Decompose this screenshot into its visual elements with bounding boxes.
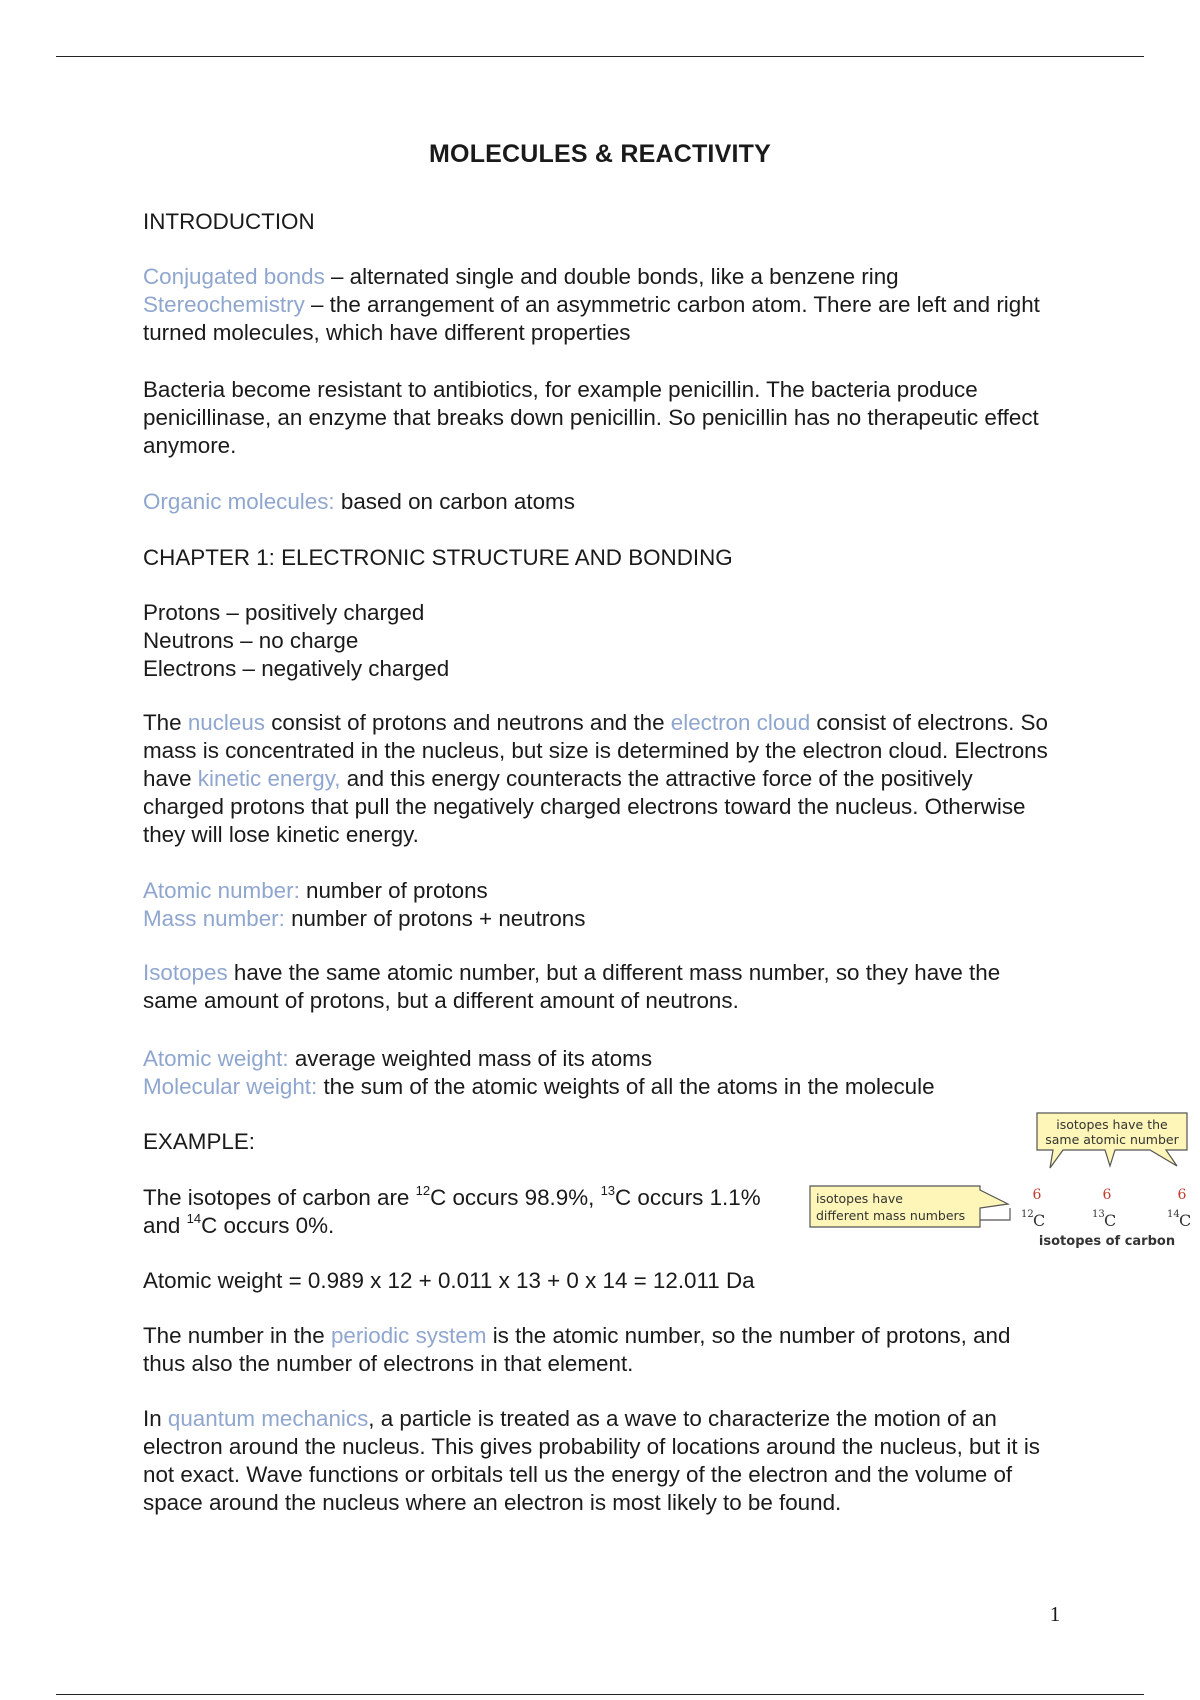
atomic-number-14c: 6 <box>1177 1187 1187 1203</box>
atomic-number-13c: 6 <box>1102 1187 1112 1203</box>
protons-line: Protons – positively charged <box>143 600 425 625</box>
conjugated-bonds-definition: Conjugated bonds – alternated single and double bonds, like a benzene ring <box>143 264 899 289</box>
symbol-13c: C <box>1104 1211 1117 1230</box>
bottom-rule <box>56 1694 1144 1695</box>
same-atomic-number-text-2: same atomic number <box>1045 1132 1179 1147</box>
electrons-line: Electrons – negatively charged <box>143 656 450 681</box>
atomic-weight-calculation: Atomic weight = 0.989 x 12 + 0.011 x 13 + 0 x 14 = 12.011 Da <box>143 1268 755 1293</box>
chapter-1-heading: CHAPTER 1: ELECTRONIC STRUCTURE AND BONDING <box>143 545 733 570</box>
mass-number-12c: 12 <box>1021 1209 1034 1220</box>
example-heading: EXAMPLE: <box>143 1129 255 1154</box>
periodic-system-paragraph: The number in the periodic system is the atomic number, so the number of protons, and thus also the number of electrons in that element. <box>143 1323 1011 1376</box>
mass-number-14c: 14 <box>1167 1209 1180 1220</box>
organic-molecules-definition: Organic molecules: based on carbon atoms <box>143 489 575 514</box>
isotopes-of-carbon-figure <box>805 1108 1195 1258</box>
particles-list <box>143 599 1058 683</box>
kinetic-energy-term: kinetic energy, <box>197 766 341 791</box>
atomic-weight-term: Atomic weight: <box>143 1046 289 1071</box>
bacteria-paragraph: Bacteria become resistant to antibiotics, for example penicillin. The bacteria produce penicillinase, an enzyme that breaks down penicillin. So penicillin has no therapeutic effect anymore. <box>143 377 1039 458</box>
molecular-weight-definition: Molecular weight: the sum of the atomic weights of all the atoms in the molecule <box>143 1074 935 1099</box>
page-number: 1 <box>1049 1602 1061 1626</box>
number-definitions <box>143 877 1058 933</box>
different-mass-numbers-text-1: isotopes have <box>816 1191 903 1206</box>
atomic-number-term: Atomic number: <box>143 878 300 903</box>
organic-molecules-term: Organic molecules: <box>143 489 335 514</box>
molecular-weight-term: Molecular weight: <box>143 1074 318 1099</box>
mass-number-13c: 13 <box>1092 1209 1105 1220</box>
symbol-12c: C <box>1033 1211 1046 1230</box>
quantum-mechanics-term: quantum mechanics <box>167 1406 369 1431</box>
page-title: MOLECULES & REACTIVITY <box>429 140 771 168</box>
top-rule <box>56 56 1144 57</box>
electron-cloud-term: electron cloud <box>670 710 811 735</box>
mass-number-term: Mass number: <box>143 906 285 931</box>
nucleus-term: nucleus <box>187 710 265 735</box>
periodic-system-term: periodic system <box>330 1323 487 1348</box>
atomic-number-definition: Atomic number: number of protons <box>143 878 488 903</box>
atomic-weight-definition: Atomic weight: average weighted mass of its atoms <box>143 1046 653 1071</box>
stereochemistry-definition: Stereochemistry – the arrangement of an asymmetric carbon atom. There are left and right turned molecules, which have different properties <box>143 292 1040 345</box>
different-mass-numbers-text-2: different mass numbers <box>816 1208 966 1223</box>
intro-definitions <box>143 263 1058 347</box>
quantum-mechanics-paragraph: In quantum mechanics, a particle is treated as a wave to characterize the motion of an electron around the nucleus. This gives probability of locations around the nucleus, but it is not exact. Wave functions or orbitals tell us the energy of the electron and the volume of space around the nucleus where an electron is most likely to be found. <box>143 1406 1040 1515</box>
callout-pointer-line <box>980 1208 1010 1220</box>
isotopes-term: Isotopes <box>143 960 228 985</box>
stereochemistry-term: Stereochemistry <box>143 292 305 317</box>
same-atomic-number-text-1: isotopes have the <box>1056 1117 1168 1132</box>
nucleus-paragraph: The nucleus consist of protons and neutrons and the electron cloud consist of electrons. So mass is concentrated in the nucleus, but size is determined by the electron cloud. Electrons have kinetic energy, and this energy counteracts the attractive force of the positively charged protons that pull the negatively charged electrons toward the nucleus. Otherwise they will lose kinetic energy. <box>143 710 1048 847</box>
carbon-isotopes-paragraph: The isotopes of carbon are $^{12}$C occurs 98.9%, $^{13}$C occurs 1.1% and $^{14}$C occurs 0%. <box>143 1182 761 1238</box>
atomic-number-12c: 6 <box>1032 1187 1042 1203</box>
mass-number-definition: Mass number: number of protons + neutrons <box>143 906 586 931</box>
isotopes-paragraph: Isotopes have the same atomic number, but a different mass number, so they have the same amount of protons, but a different amount of neutrons. <box>143 960 1001 1013</box>
symbol-14c: C <box>1179 1211 1192 1230</box>
figure-caption: isotopes of carbon <box>1038 1234 1176 1249</box>
weight-definitions <box>143 1045 1058 1101</box>
conjugated-bonds-term: Conjugated bonds <box>143 264 325 289</box>
intro-heading: INTRODUCTION <box>143 209 315 234</box>
neutrons-line: Neutrons – no charge <box>143 628 359 653</box>
